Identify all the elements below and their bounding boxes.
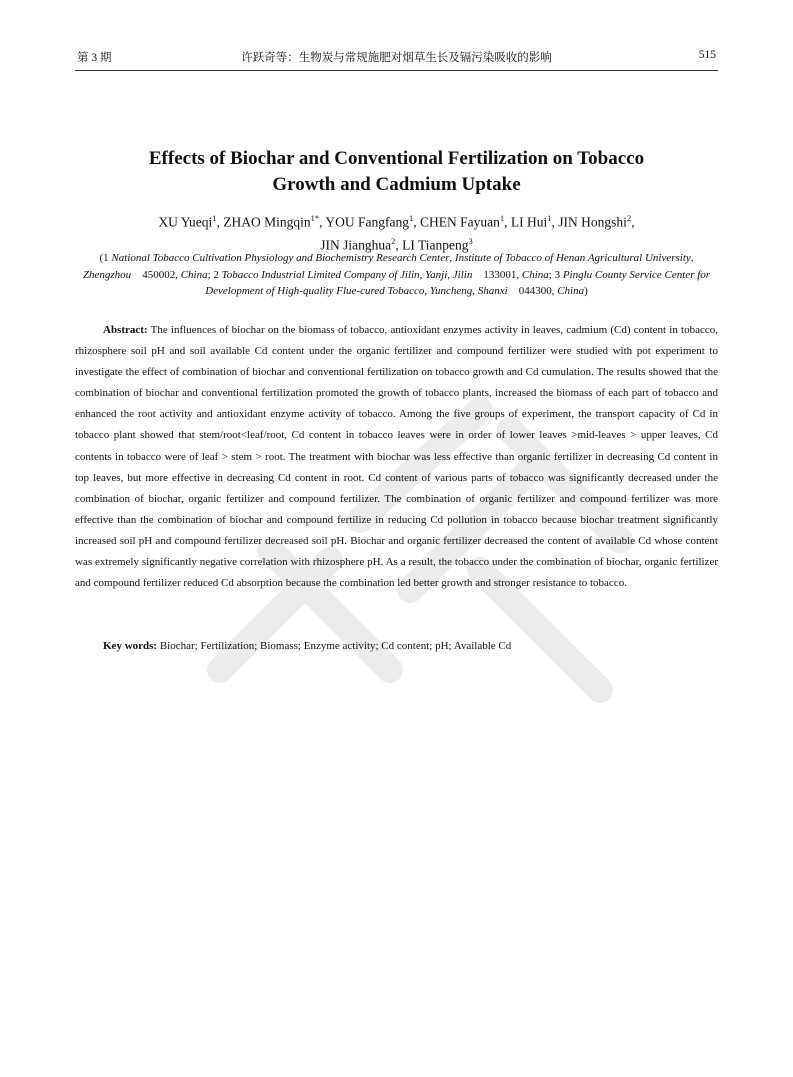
affil-2-country: China bbox=[521, 268, 549, 281]
abstract bbox=[75, 320, 718, 594]
author-sep: , bbox=[631, 214, 635, 230]
author-name: XU Yueqi bbox=[158, 214, 213, 230]
running-header bbox=[75, 46, 718, 71]
author-name: CHEN Fayuan bbox=[420, 214, 500, 230]
affil-sep: ; 3 bbox=[548, 268, 563, 281]
page-number: 515 bbox=[698, 49, 716, 61]
author-affil-mark: 1* bbox=[310, 213, 320, 223]
affil-3-center: Pinglu County Service Center for Development of High-quality Flue-cured Tobacco bbox=[205, 268, 711, 297]
affil-2-company: Tobacco Industrial Limited Company of Jilin bbox=[221, 268, 420, 281]
author-affil-mark: 1 bbox=[547, 213, 552, 223]
affil-1-center: National Tobacco Cultivation Physiology and Biochemistry Research Center bbox=[111, 252, 450, 264]
author-sep: , bbox=[319, 214, 326, 230]
affil-1-city: Zhengzhou bbox=[82, 268, 132, 281]
author-affil-mark: 2 bbox=[626, 213, 632, 223]
author-name: YOU Fangfang bbox=[325, 214, 410, 230]
keywords-label: Key words: bbox=[103, 640, 158, 652]
running-title: 许跃奇等：生物炭与常规施肥对烟草生长及镉污染吸收的影响 bbox=[241, 52, 552, 64]
author-sep: , bbox=[551, 214, 559, 230]
issue-number: 第 3 期 bbox=[77, 52, 112, 64]
abstract-label: Abstract: bbox=[103, 324, 148, 336]
affil-close: ) bbox=[584, 285, 588, 297]
author-name: ZHAO Mingqin bbox=[223, 214, 311, 230]
author-sep: , bbox=[504, 214, 511, 230]
paper-title bbox=[75, 146, 718, 198]
affil-3-zip: 044300 bbox=[518, 285, 552, 297]
author-affil-mark: 2 bbox=[391, 235, 396, 246]
author-sep: , bbox=[413, 214, 421, 230]
affil-2-city: Yanji bbox=[425, 268, 448, 281]
author-affil-mark: 3 bbox=[468, 235, 473, 246]
affil-2-zip: 133001 bbox=[483, 268, 517, 281]
keywords bbox=[75, 636, 718, 656]
abstract-text: The influences of biochar on the biomass of tobacco, antioxidant enzymes activity in leaves, cadmium (Cd) content in tobacco, rhizosphere soil pH and soil available Cd content under the organic fertilizer and compound fertilizer were studied with pot experiment to investigate the effect of combination of biochar and conventional fertilization on tobacco growth and Cd cumulation. The results showed that the combination of biochar and conventional fertilization promoted the growth of tobacco plants, increased the biomass of each part of tobacco and enhanced the root activity and antioxidant enzyme activity of tobacco. Among the five groups of experiment, the transport capacity of Cd in tobacco plant showed that stem/root<leaf/root, Cd content in tobacco leaves were in order of lower leaves >mid-leaves > upper leaves, Cd contents in tobacco were of leaf > stem > root. The treatment with biochar was less effective than organic fertilizer in decreasing Cd content in top leaves, but more effective in decreasing Cd content in root. Cd content of various parts of tobacco was significantly decreased under the combination of biochar, organic fertilizer and compound fertilizer. The combination of organic fertilizer and compound fertilizer was more effective than the combination of biochar and compound fertilize in reducing Cd pollution in tobacco because biochar treatment significantly increased soil pH and compound fertilizer decreased soil pH. Biochar and organic fertilizer decreased the content of available Cd whose content was extremely significantly negative correlation with rhizosphere pH. As a result, the tobacco under the combination of biochar, organic fertilizer and compound fertilizer reduced Cd absorption because the combination led better growth and stronger resistance to tobacco. bbox=[75, 324, 718, 590]
keywords-text: Biochar; Fertilization; Biomass; Enzyme activity; Cd content; pH; Available Cd bbox=[159, 640, 512, 652]
author-list bbox=[75, 209, 718, 254]
author-sep: , bbox=[395, 237, 403, 252]
affil-sep: ; 2 bbox=[207, 268, 222, 281]
author-name: JIN Hongshi bbox=[558, 214, 627, 230]
affil-3-province: Shanxi bbox=[477, 285, 508, 297]
author-sep: , bbox=[216, 214, 224, 230]
title-line-1: Effects of Biochar and Conventional Fertilization on Tobacco bbox=[148, 148, 645, 169]
author-name: LI Tianpeng bbox=[402, 237, 469, 252]
affil-open: (1 bbox=[99, 252, 112, 264]
affil-2-province: Jilin bbox=[452, 268, 473, 281]
affil-3-city: Yuncheng bbox=[429, 285, 473, 297]
affiliations: (1 National Tobacco Cultivation Physiology and Biochemistry Research Center, Institute of Tobacco of Henan Agricultural University, Zhengzhou 450002, China; 2 Tobacco Industrial Limited Company of Jilin, Yanji, Jilin 133001, China; 3 Pinglu County Service Center for Development of High-quality Flue-cured Tobacco, Yuncheng, Shanxi 044300, China) bbox=[82, 252, 711, 297]
author-line-1 bbox=[75, 209, 718, 232]
author-name: LI Hui bbox=[510, 214, 548, 230]
author-affil-mark: 1 bbox=[409, 213, 414, 223]
affil-1-zip: 450002 bbox=[142, 268, 176, 281]
affil-3-country: China bbox=[557, 285, 585, 297]
author-name: JIN Jianghua bbox=[320, 237, 392, 252]
affil-1-institute: Institute of Tobacco of Henan Agricultural University bbox=[454, 252, 691, 264]
author-affil-mark: 1 bbox=[212, 213, 217, 223]
affil-1-country: China bbox=[180, 268, 208, 281]
author-affil-mark: 1 bbox=[499, 213, 505, 223]
title-line-2: Growth and Cadmium Uptake bbox=[272, 174, 521, 195]
